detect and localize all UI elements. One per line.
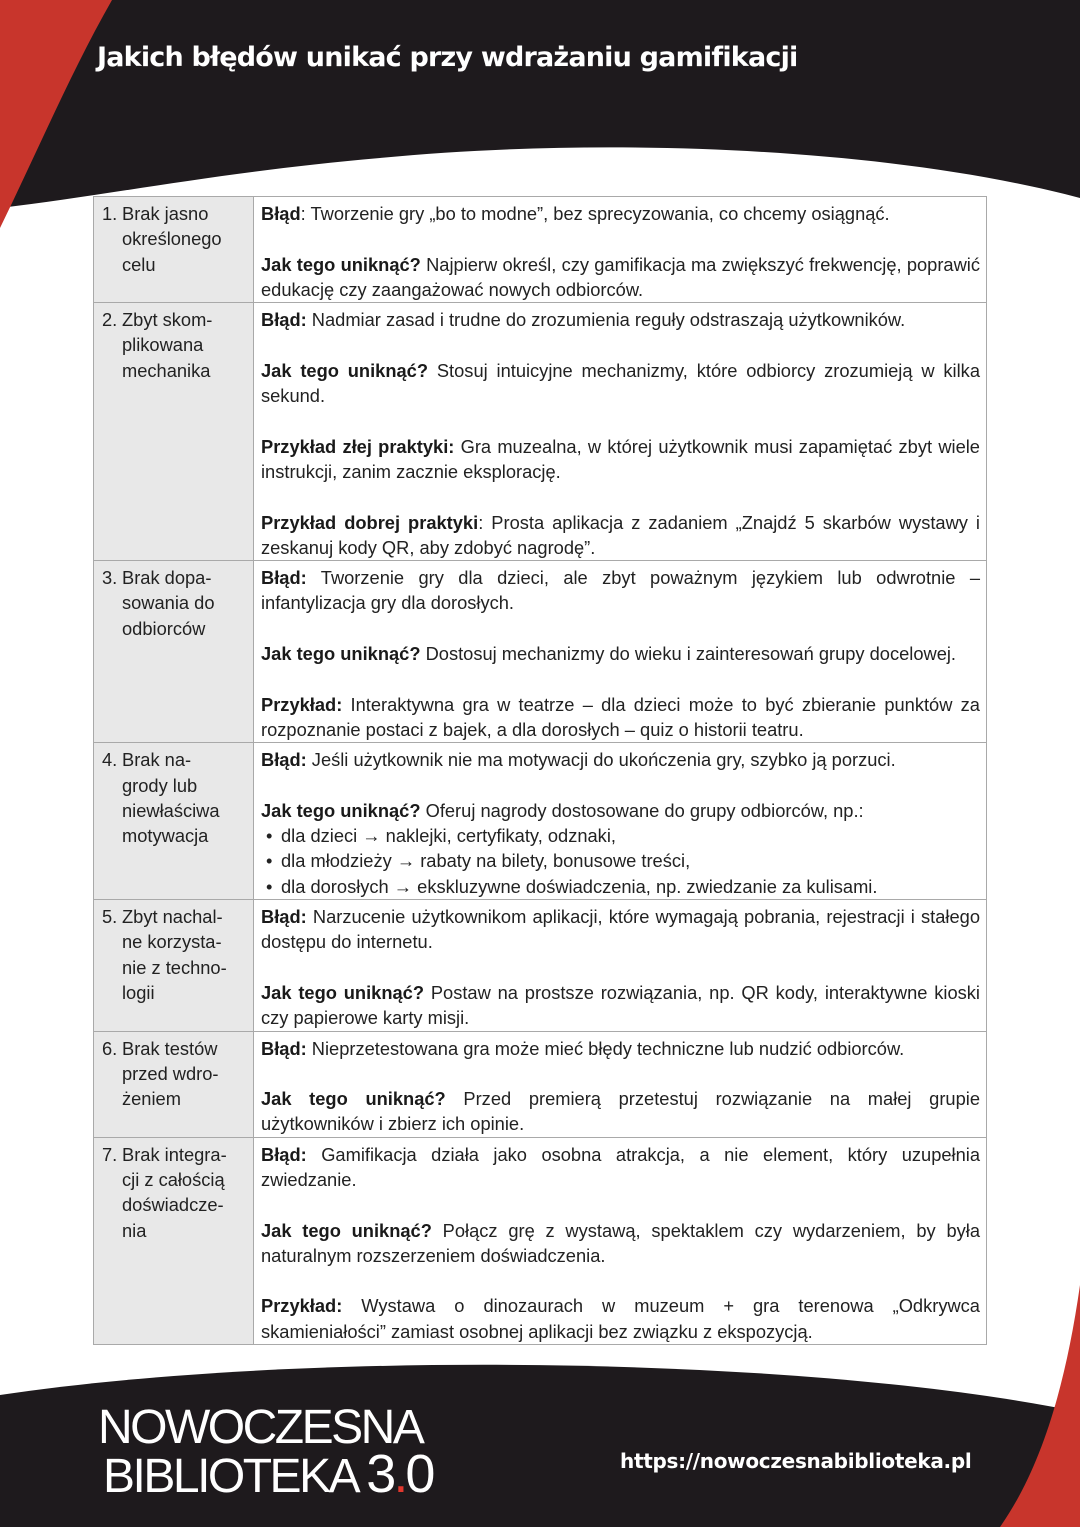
description-paragraph (261, 252, 980, 303)
page-title: Jakich błędów unikać przy wdrażaniu gamifikacji (97, 42, 798, 73)
label-separator (307, 567, 321, 588)
mistake-category (94, 743, 254, 900)
category-line: odbiorców (122, 617, 206, 639)
description-paragraph (261, 565, 980, 616)
website-link[interactable]: https://nowoczesnabiblioteka.pl (620, 1449, 972, 1473)
mistake-description (254, 743, 987, 900)
category-line: określonego (122, 228, 222, 250)
mistake-category (94, 303, 254, 561)
description-paragraph (261, 358, 980, 409)
category-line (102, 201, 249, 226)
table-row (94, 197, 987, 303)
paragraph-text: Połącz grę z wystawą, spektaklem czy wydarzeniem, by była naturalnym rozszerzeniem doświadczenia. (261, 1219, 980, 1266)
mistake-number: 6. (102, 1037, 118, 1059)
paragraph-text: Tworzenie gry „bo to modne”, bez sprecyzowania, co chcemy osiągnąć. (310, 203, 890, 224)
list-item: • dla młodzieży → rabaty na bilety, bonusowe treści, (281, 848, 980, 873)
paragraph-text: Jeśli użytkownik nie ma motywacji do ukończenia gry, szybko ją porzuci. (311, 749, 896, 771)
label-separator (432, 1220, 443, 1241)
category-line (102, 904, 249, 929)
mistake-category (94, 197, 254, 303)
category-text: Brak dopa- (122, 567, 212, 589)
description-paragraph (261, 1293, 980, 1344)
category-line: niewłaściwa (122, 799, 220, 821)
paragraph-text: Stosuj intuicyjne mechanizmy, które odbiorcy zrozumieją w kilka sekund. (261, 359, 980, 407)
description-paragraph (261, 307, 980, 332)
mistake-category (94, 1031, 254, 1137)
category-line: żeniem (122, 1088, 181, 1110)
paragraph-label: Jak tego uniknąć? (261, 799, 421, 821)
mistake-number: 3. (102, 567, 118, 589)
category-line (102, 747, 249, 772)
category-line: nia (122, 1219, 147, 1241)
category-line: doświadcze- (122, 1194, 224, 1216)
category-line: grody lub (122, 774, 198, 796)
description-paragraph (261, 201, 980, 226)
label-separator: : (300, 203, 311, 224)
paragraph-text: Tworzenie gry dla dzieci, ale zbyt poważnym językiem lub odwrotnie – infantylizacja gry dla dorosłych. (261, 567, 980, 614)
category-text: Zbyt skom- (122, 309, 213, 331)
label-separator (446, 1088, 464, 1109)
table-row (94, 1137, 987, 1344)
mistake-number: 4. (102, 749, 118, 771)
logo-line-2 (98, 1444, 433, 1504)
logo-version-dot: . (393, 1444, 406, 1504)
paragraph-label: Jak tego uniknąć? (261, 981, 424, 1003)
label-separator (424, 982, 431, 1003)
category-line: plikowana (122, 334, 204, 356)
category-line: nie z techno- (122, 956, 227, 978)
mistakes-table-body (94, 197, 987, 1345)
table-row (94, 900, 987, 1031)
category-line (102, 1036, 249, 1061)
paragraph-label: Jak tego uniknąć? (261, 1219, 432, 1241)
label-separator: : (478, 511, 492, 533)
paragraph-label: Jak tego uniknąć? (261, 253, 421, 275)
mistake-description (254, 900, 987, 1031)
description-paragraph (261, 904, 980, 955)
mistake-category (94, 561, 254, 743)
label-separator (307, 1144, 322, 1165)
paragraph-label: Błąd: (261, 906, 307, 928)
mistake-category (94, 1137, 254, 1344)
paragraph-label: Przykład: (261, 693, 343, 715)
mistake-number: 1. (102, 203, 118, 224)
description-paragraph (261, 692, 980, 743)
paragraph-text: Interaktywna gra w teatrze – dla dzieci może to być zbieranie punktów za rozpoznanie postaci z bajek, a dla dorosłych – quiz o historii teatru. (261, 693, 980, 740)
library-logo (98, 1401, 433, 1504)
table-row (94, 1031, 987, 1137)
paragraph-text: Przed premierą przetestuj rozwiązanie na małej grupie użytkowników i zbierz ich opinie. (261, 1088, 980, 1135)
mistake-number: 2. (102, 309, 118, 331)
mistake-category (94, 900, 254, 1031)
header-background (0, 0, 1080, 208)
mistake-number: 7. (102, 1143, 118, 1165)
paragraph-text: Prosta aplikacja z zadaniem „Znajdź 5 skarbów wystawy i zeskanuj kody QR, aby zdobyć nagrodę”. (261, 511, 980, 558)
category-text: Brak integra- (122, 1143, 227, 1165)
paragraph-label: Przykład: (261, 1295, 343, 1317)
category-text: Brak na- (122, 749, 192, 771)
description-paragraph (261, 1218, 980, 1269)
mistake-description (254, 561, 987, 743)
label-separator (342, 694, 350, 715)
paragraph-text: Najpierw określ, czy gamifikacja ma zwiększyć frekwencję, poprawić edukację czy zaangażować nowych odbiorców. (261, 253, 980, 300)
reward-list (261, 823, 980, 899)
paragraph-text: Gra muzealna, w której użytkownik musi zapamiętać zbyt wiele instrukcji, zanim zacznie eksplorację. (261, 435, 980, 482)
category-line: mechanika (122, 359, 211, 381)
category-text: Zbyt nachal- (122, 906, 223, 928)
description-paragraph (261, 1142, 980, 1193)
mistakes-table (93, 196, 987, 1345)
category-line: przed wdro- (122, 1062, 219, 1084)
mistake-number: 5. (102, 906, 118, 928)
mistake-description (254, 197, 987, 303)
logo-version (366, 1444, 432, 1504)
paragraph-label: Jak tego uniknąć? (261, 359, 429, 381)
description-paragraph (261, 980, 980, 1031)
list-item: • dla dorosłych → ekskluzywne doświadczenia, np. zwiedzanie za kulisami. (281, 874, 980, 899)
category-text: Brak testów (122, 1037, 218, 1059)
list-item: • dla dzieci → naklejki, certyfikaty, odznaki, (281, 823, 980, 848)
category-text: Brak jasno (122, 203, 209, 224)
mistake-description (254, 1031, 987, 1137)
paragraph-text: Nadmiar zasad i trudne do zrozumienia reguły odstraszają użytkowników. (311, 309, 906, 331)
logo-version-major: 3 (366, 1444, 394, 1504)
paragraph-label: Przykład dobrej praktyki (261, 511, 479, 533)
category-line (102, 307, 249, 332)
paragraph-label: Jak tego uniknąć? (261, 643, 421, 665)
paragraph-label: Błąd: (261, 1037, 307, 1059)
paragraph-label: Błąd: (261, 749, 307, 771)
category-line: cji z całością (122, 1168, 225, 1190)
paragraph-label: Przykład złej praktyki: (261, 435, 455, 457)
paragraph-text: Oferuj nagrody dostosowane do grupy odbiorców, np.: (425, 799, 864, 821)
label-separator (428, 360, 437, 381)
paragraph-label: Błąd: (261, 567, 307, 589)
paragraph-text: Dostosuj mechanizmy do wieku i zainteresowań grupy docelowej. (425, 643, 957, 665)
logo-word: BIBLIOTEKA (103, 1450, 356, 1503)
paragraph-text: Gamifikacja działa jako osobna atrakcja, a nie element, który uzupełnia zwiedzanie. (261, 1143, 980, 1190)
description-paragraph (261, 641, 980, 666)
category-line: logii (122, 981, 155, 1003)
logo-version-minor: 0 (405, 1444, 433, 1504)
description-paragraph (261, 747, 980, 772)
table-row (94, 303, 987, 561)
category-line: ne korzysta- (122, 931, 222, 953)
table-row (94, 561, 987, 743)
description-paragraph (261, 1086, 980, 1137)
category-line (102, 565, 249, 590)
description-paragraph (261, 510, 980, 561)
paragraph-text: Narzucenie użytkownikom aplikacji, które wymagają pobrania, rejestracji i stałego dostępu do internetu. (261, 906, 980, 953)
logo-line-1: NOWOCZESNA (98, 1401, 423, 1454)
paragraph-label: Błąd (261, 203, 301, 224)
paragraph-text: Nieprzetestowana gra może mieć błędy techniczne lub nudzić odbiorców. (311, 1037, 905, 1059)
paragraph-label: Błąd: (261, 309, 307, 331)
paragraph-text: Postaw na prostsze rozwiązania, np. QR kody, interaktywne kioski czy papierowe karty misji. (261, 981, 980, 1029)
category-line (102, 1142, 249, 1167)
mistake-description (254, 1137, 987, 1344)
category-line: motywacja (122, 825, 209, 847)
description-paragraph (261, 434, 980, 485)
description-paragraph (261, 798, 980, 899)
mistake-description (254, 303, 987, 561)
table-row (94, 743, 987, 900)
label-separator (342, 1295, 361, 1316)
paragraph-label: Błąd: (261, 1143, 307, 1165)
category-line: celu (122, 253, 156, 275)
paragraph-text: Wystawa o dinozaurach w muzeum + gra terenowa „Odkrywca skamieniałości” zamiast osobnej aplikacji bez związku z ekspozycją. (261, 1295, 980, 1342)
paragraph-label: Jak tego uniknąć? (261, 1088, 446, 1110)
description-paragraph (261, 1036, 980, 1061)
category-line: sowania do (122, 592, 215, 614)
